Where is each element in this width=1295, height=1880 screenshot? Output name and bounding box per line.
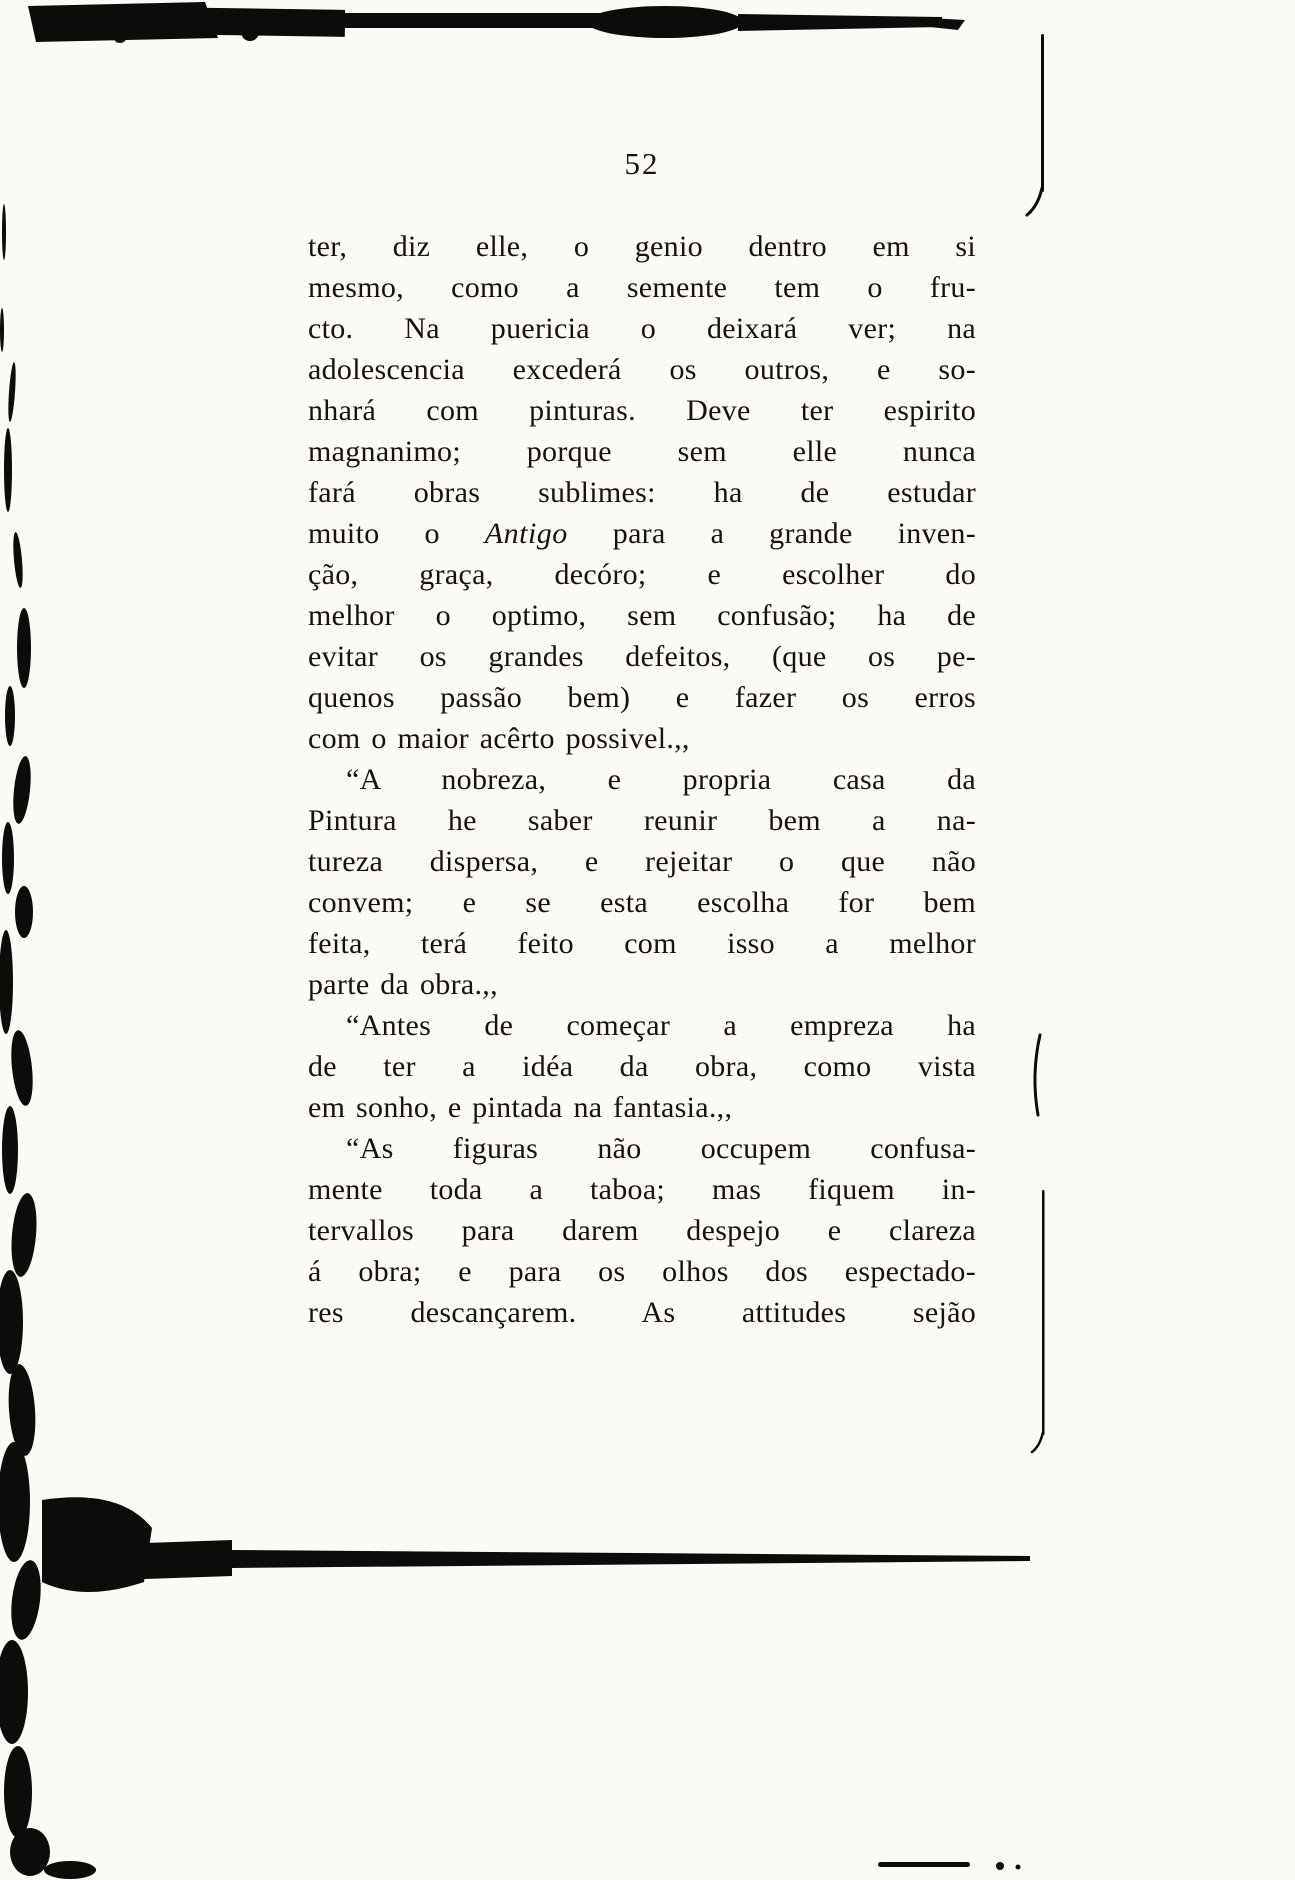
- text-line: convem; e se esta escolha for bem: [308, 886, 976, 919]
- text-line: de ter a idéa da obra, como vista: [308, 1050, 976, 1083]
- text-line: parte da obra.,,: [308, 968, 498, 1001]
- text-line: “Antes de começar a empreza ha: [346, 1009, 976, 1042]
- paragraph: [308, 1005, 976, 1128]
- text-line: á obra; e para os olhos dos espectado-: [308, 1255, 976, 1288]
- text-line: evitar os grandes defeitos, (que os pe-: [308, 640, 976, 673]
- text-line: nhará com pinturas. Deve ter espirito: [308, 394, 976, 427]
- text-line: em sonho, e pintada na fantasia.,,: [308, 1091, 733, 1124]
- text-line: “As figuras não occupem confusa-: [346, 1132, 976, 1165]
- right-fold-artifact: [1027, 34, 1045, 1452]
- text-block: [308, 226, 976, 1333]
- text-line: ter, diz elle, o genio dentro em si: [308, 230, 976, 263]
- text-line: cto. Na puericia o deixará ver; na: [308, 312, 976, 345]
- text-line: quenos passão bem) e fazer os erros: [308, 681, 976, 714]
- text-line: com o maior acêrto possivel.,,: [308, 722, 690, 755]
- text-line: mente toda a taboa; mas fiquem in-: [308, 1173, 976, 1206]
- text-line: feita, terá feito com isso a melhor: [308, 927, 976, 960]
- text-line: melhor o optimo, sem confusão; ha de: [308, 599, 976, 632]
- text-line: res descançarem. As attitudes sejão: [308, 1296, 976, 1329]
- text-line: magnanimo; porque sem elle nunca: [308, 435, 976, 468]
- text-line: adolescencia excederá os outros, e so-: [308, 353, 976, 386]
- paragraph: [308, 759, 976, 1005]
- text-line: ção, graça, decóro; e escolher do: [308, 558, 976, 591]
- paragraph: [308, 226, 976, 759]
- paragraph: [308, 1128, 976, 1333]
- left-margin-artifact: [0, 204, 50, 1876]
- text-line: Pintura he saber reunir bem a na-: [308, 804, 976, 837]
- text-line: “A nobreza, e propria casa da: [346, 763, 976, 796]
- page-number: 52: [624, 146, 660, 181]
- text-line: tureza dispersa, e rejeitar o que não: [308, 845, 976, 878]
- text-line: fará obras sublimes: ha de estudar: [308, 476, 976, 509]
- text-line: mesmo, como a semente tem o fru-: [308, 271, 976, 304]
- text-line: muito o Antigo para a grande inven-: [308, 517, 976, 550]
- top-edge-artifact: [28, 2, 965, 43]
- bottom-edge-artifact: [42, 1497, 1030, 1879]
- text-line: tervallos para darem despejo e clareza: [308, 1214, 976, 1247]
- italic-word: Antigo: [484, 517, 568, 550]
